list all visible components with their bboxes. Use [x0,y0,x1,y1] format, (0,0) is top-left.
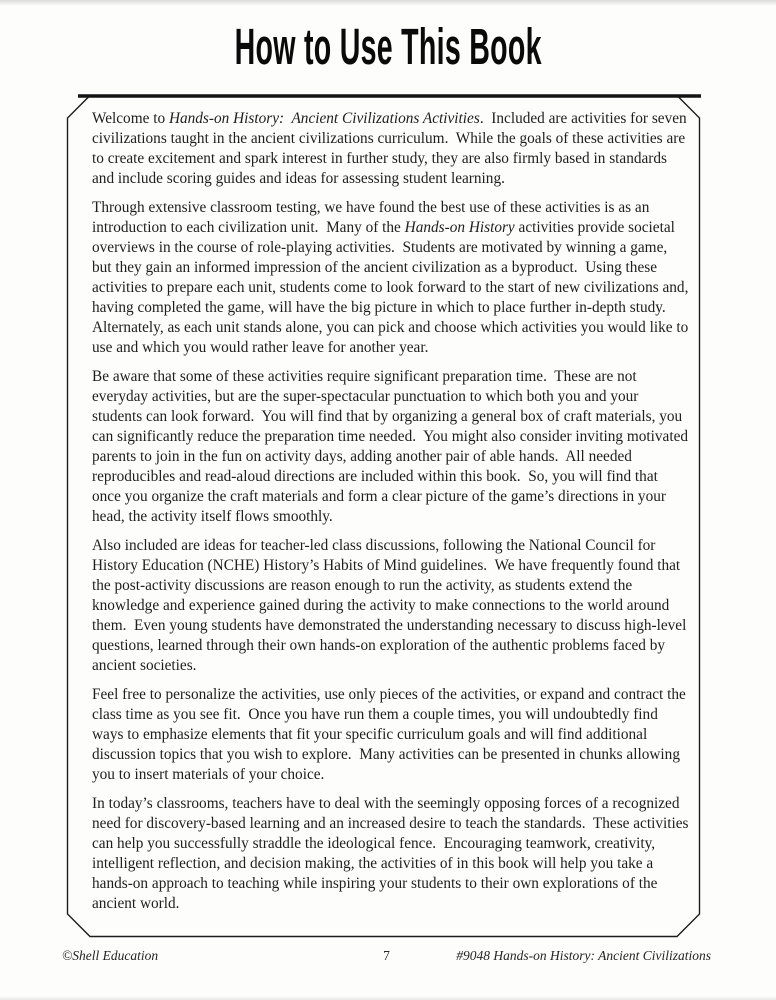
series-title-italic: Hands-on History [404,219,515,236]
paragraph-discussions [92,536,689,676]
footer-page-number: 7 [383,948,390,963]
paragraph-text: Welcome to [92,110,169,127]
paragraph-text: Be aware that some of these activities require significant preparation time. These are not everyday activities, but are the super-spectacular punctuation to which both you and your students can look forward. You will find that by organizing a general box of craft materials, you can significantly reduce the preparation time needed. You might also consider inviting motivated parents to join in the fun on activity days, adding another pair of able hands. All needed reproducibles and read-aloud directions are included within this book. So, you will find that once you organize the craft materials and form a clear picture of the game’s directions in your head, the activity itself flows smoothly. [92,368,692,525]
paragraph-text: activities provide societal overviews in the course of role-playing activities. Students are motivated by winning a game, but they gain an informed impression of the ancient civilization as a byproduct. Using these activities to prepare each unit, students come to look forward to the start of new civilizations and, having completed the game, will have the big picture in which to place further in-depth study. Alternately, as each unit stands alone, you can pick and choose which activities you would like to use and which you would rather leave for another year. [92,219,693,356]
scan-artifact-top [0,0,776,6]
body-text [92,109,693,923]
paragraph-text: Feel free to personalize the activities, use only pieces of the activities, or expand and contract the class time as you see fit. Once you have run them a couple times, you will undoubtedly find ways to emphasize elements that fit your specific curriculum goals and will find additional discussion topics that you wish to explore. Many activities can be presented in chunks allowing you to insert materials of your choice. [92,686,690,783]
page-title-row [0,18,776,75]
paragraph-text: Also included are ideas for teacher-led class discussions, following the National Council for History Education (NCHE) History’s Habits of Mind guidelines. We have frequently found that the post-activity discussions are reason enough to run the activity, as students extend the knowledge and experience gained during the activity to make connections to the world around them. Even young students have demonstrated the understanding necessary to discuss high-level questions, learned through their own hands-on exploration of the authentic problems faced by ancient societies. [92,537,691,674]
footer-copyright: ©Shell Education [62,948,159,963]
content-box [66,94,701,938]
paragraph-personalize [92,685,689,785]
book-title-italic: Hands-on History: Ancient Civilizations Activities [168,110,480,127]
paragraph-todays-classrooms [92,794,693,914]
paragraph-text: . Included are activities for seven civilizations taught in the ancient civilizations curriculum. While the goals of these activities are to create excitement and spark interest in further study, they are also firmly based in standards and include scoring guides and ideas for assessing student learning. [92,110,691,187]
footer-book-title: #9048 Hands-on History: Ancient Civilizations [456,948,711,963]
paragraph-preparation [92,367,692,527]
paragraph-classroom-testing [92,198,693,358]
paragraph-text: In today’s classrooms, teachers have to deal with the seemingly opposing forces of a recognized need for discovery-based learning and an increased desire to teach the standards. These activities can help you successfully straddle the ideological fence. Encouraging teamwork, creativity, intelligent reflection, and decision making, the activities of in this book will help you take a hands-on approach to teaching while inspiring your students to their own explorations of the ancient world. [92,795,693,912]
page-title: How to Use This Book [234,18,542,75]
scan-artifact-bottom [0,996,776,1000]
paragraph-welcome [92,109,689,189]
paragraph-text: Through extensive classroom testing, we have found the best use of these activities is as an introduction to each civilization unit. Many of the [92,199,654,236]
